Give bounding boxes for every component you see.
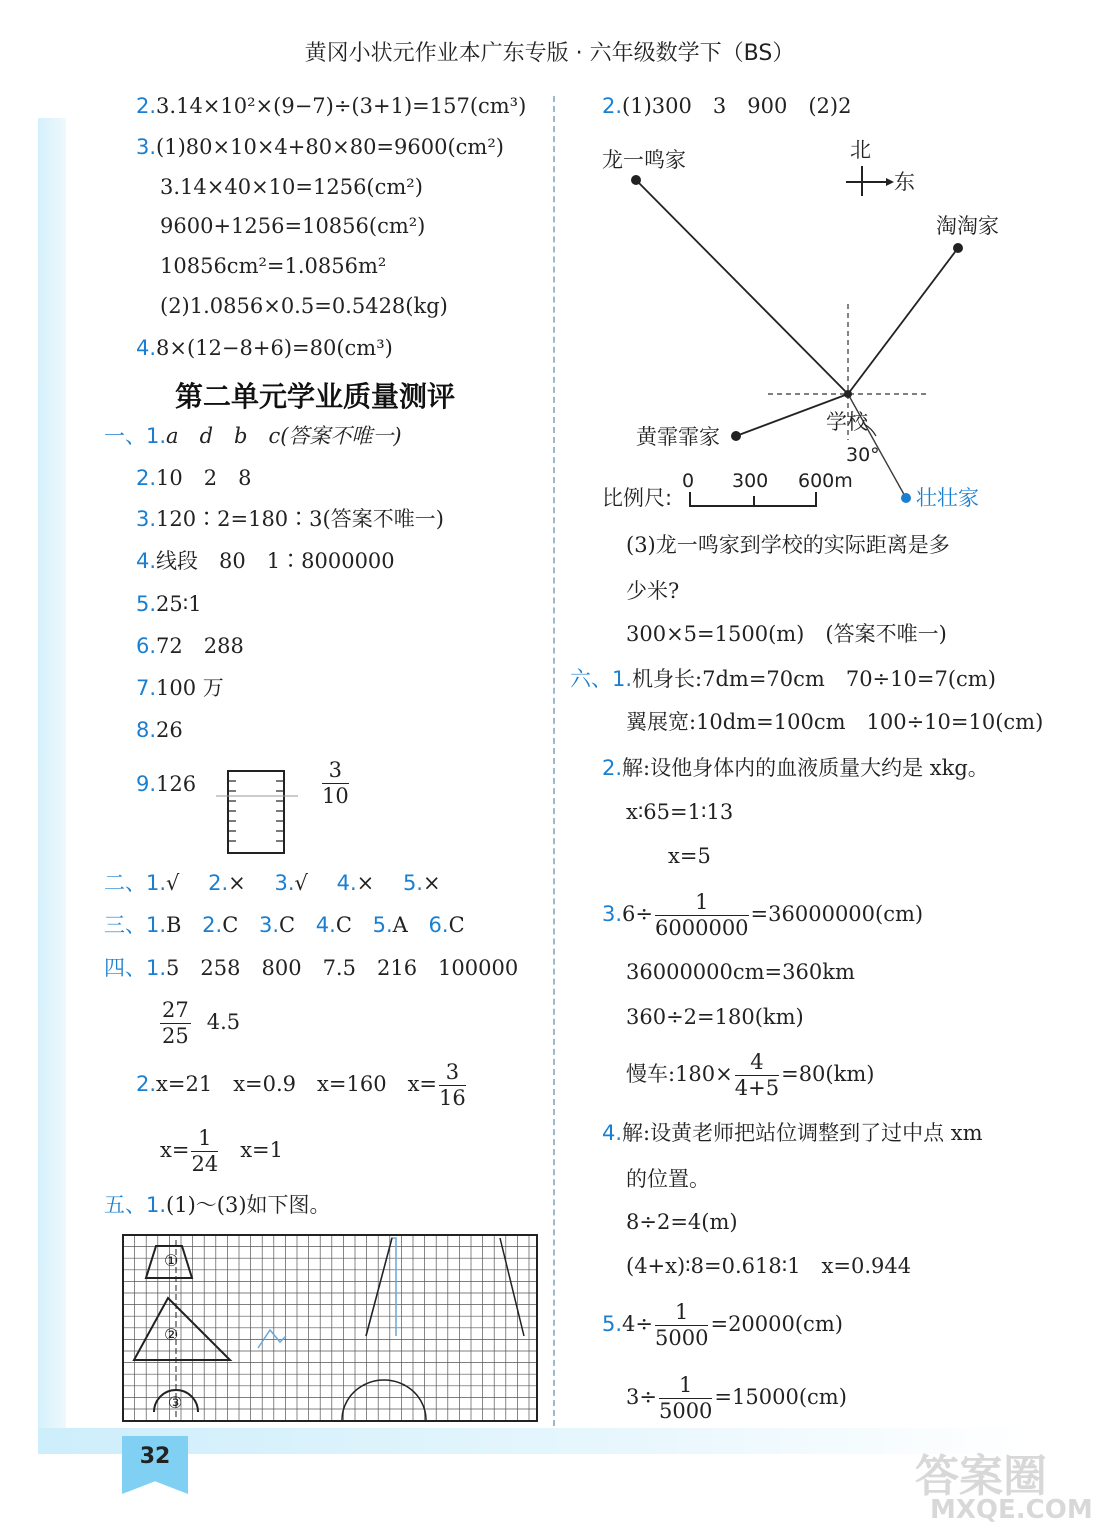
right-item-2: 2.(1)300 3 900 (2)2 — [602, 94, 852, 118]
part1-item4: 4.线段 80 1∶8000000 — [136, 549, 395, 573]
part6-item2: 2.解:设他身体内的血液质量大约是 xkg。 — [602, 756, 989, 780]
part1-item8: 8.26 — [136, 718, 183, 742]
section-title: 第二单元学业质量测评 — [175, 380, 456, 413]
item9-fraction: $\frac{3}{10}$ — [322, 758, 349, 808]
page-header: 黄冈小状元作业本广东专版 · 六年级数学下（BS） — [304, 41, 795, 66]
map-label-tao: 淘淘家 — [936, 214, 999, 238]
part1-item1: 一、1.a d b c(答案不唯一) — [104, 424, 402, 448]
part6-item2-line3: x=5 — [668, 844, 711, 868]
part5-item1: 五、1.(1)～(3)如下图。 — [104, 1193, 331, 1217]
watermark-logo: 答案圈 — [915, 1451, 1047, 1502]
part6-item4: 4.解:设黄老师把站位调整到了过中点 xm — [602, 1121, 983, 1145]
map-label-east: 东 — [894, 170, 915, 194]
map-label-angle: 30° — [846, 444, 880, 466]
grid-label-3: ③ — [168, 1393, 183, 1412]
map-label-long: 龙一鸣家 — [602, 148, 686, 172]
part6-item1-line2: 翼展宽:10dm=100cm 100÷10=10(cm) — [626, 710, 1044, 734]
scale-tick-600: 600m — [798, 470, 853, 492]
watermark-url: MXQE.COM — [930, 1495, 1093, 1525]
part6-item3-line2: 36000000cm=360km — [626, 960, 855, 984]
part6-item3: 3.6÷ $\frac{1}{6000000}$ =36000000(cm) — [602, 890, 924, 940]
right-q3-line1: (3)龙一鸣家到学校的实际距离是多 — [626, 533, 950, 557]
part6-item4-line2: 的位置。 — [626, 1167, 710, 1191]
map-label-huang: 黄霏霏家 — [636, 425, 720, 449]
grid-label-1: ① — [164, 1251, 179, 1270]
part4-item2: 2.x=21 x=0.9 x=160 x= $\frac{3}{16}$ — [136, 1060, 466, 1110]
part3-answers: 三、1.B 2.C 3.C 4.C 5.A 6.C — [104, 913, 465, 937]
beaker-figure — [212, 766, 302, 858]
right-q3-answer: 300×5=1500(m) (答案不唯一) — [626, 622, 947, 646]
map-label-school: 学校 — [826, 410, 868, 434]
part1-item7: 7.100 万 — [136, 676, 224, 700]
part1-item6: 6.72 288 — [136, 634, 244, 658]
part6-item5: 5.4÷ $\frac{1}{5000}$ =20000(cm) — [602, 1300, 843, 1350]
part2-answers: 二、1.√ 2.× 3.√ 4.× 5.× — [104, 871, 441, 895]
part6-item3-line3: 360÷2=180(km) — [626, 1005, 804, 1029]
grid-label-2: ② — [164, 1325, 179, 1344]
part6-item4-line4: (4+x)∶8=0.618∶1 x=0.944 — [626, 1254, 912, 1278]
part4-item2-line2: x= $\frac{1}{24}$ x=1 — [160, 1126, 283, 1176]
left-item-4: 4.8×(12−8+6)=80(cm³) — [136, 336, 393, 360]
grid-figure — [120, 1232, 540, 1424]
part4-item1: 四、1.5 258 800 7.5 216 100000 — [104, 956, 519, 980]
scale-tick-0: 0 — [682, 470, 695, 492]
part6-item3-line4: 慢车:180× $\frac{4}{4+5}$ =80(km) — [626, 1050, 875, 1100]
right-q3-line2: 少米? — [626, 579, 680, 603]
map-label-north: 北 — [850, 138, 871, 162]
part6-item1: 六、1.机身长:7dm=70cm 70÷10=7(cm) — [570, 667, 996, 691]
left-item-3-line2: 3.14×40×10=1256(cm²) — [160, 175, 423, 199]
part6-item5-line2: 3÷ $\frac{1}{5000}$ =15000(cm) — [626, 1373, 847, 1423]
part1-item3: 3.120∶2=180∶3(答案不唯一) — [136, 507, 444, 531]
left-decorative-band — [38, 118, 66, 1428]
left-item-2: 2.3.14×10²×(9−7)÷(3+1)=157(cm³) — [136, 94, 527, 118]
part1-item2: 2.10 2 8 — [136, 466, 252, 490]
scale-label: 比例尺: — [602, 486, 673, 510]
left-item-3: 3.(1)80×10×4+80×80=9600(cm²) — [136, 135, 504, 159]
left-item-3-line4: 10856cm²=1.0856m² — [160, 254, 387, 278]
part4-item1-line2: $\frac{27}{25}$ 4.5 — [162, 998, 241, 1048]
part1-item5: 5.25∶1 — [136, 592, 202, 616]
part6-item2-line2: x∶65=1∶13 — [626, 800, 734, 824]
part6-item4-line3: 8÷2=4(m) — [626, 1210, 738, 1234]
part1-item9: 9.126 — [136, 772, 197, 796]
map-label-zhuang: 壮壮家 — [916, 486, 979, 510]
scale-tick-300: 300 — [732, 470, 769, 492]
left-item-3-line3: 9600+1256=10856(cm²) — [160, 214, 426, 238]
left-item-3-line5: (2)1.0856×0.5=0.5428(kg) — [160, 294, 448, 318]
column-divider — [553, 96, 555, 1426]
page-number: 32 — [139, 1444, 171, 1469]
